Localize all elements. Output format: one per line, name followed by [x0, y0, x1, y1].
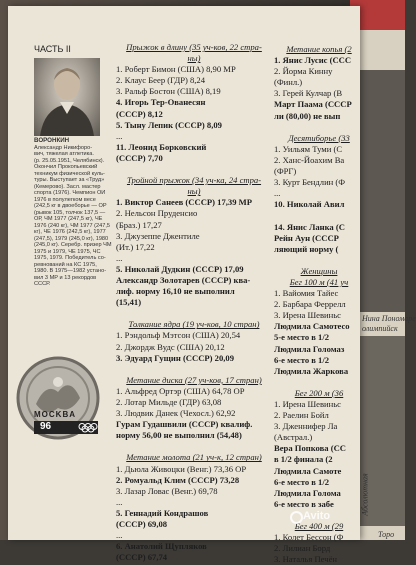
bio-name: ВОРОНКИН	[34, 137, 70, 144]
bio-line: (рывок 105, толчок 137,5 —	[34, 209, 106, 216]
series-brand: MOCKBA	[34, 410, 76, 419]
result-line: 2. Клаус Беер (ГДР) 8,24	[116, 75, 206, 86]
result-line	[116, 164, 272, 175]
bio-line: (247,5), 1979 (245,0 кг), 1980	[34, 235, 109, 242]
result-line: 2. Лотар Мильде (ГДР) 63,08	[116, 397, 222, 407]
bio-line: СССР.	[34, 281, 51, 287]
page-number: 96	[40, 421, 52, 432]
result-line: 1. Янис Лусис (ССС	[274, 55, 352, 66]
result-line: 3. Курт Бендлин (Ф	[274, 177, 346, 188]
result-line	[116, 308, 272, 319]
result-line: ...	[116, 496, 123, 507]
event-heading: Женщины	[300, 265, 338, 276]
result-line: 1. Рэндольф Мэтсон (США) 20,54	[116, 330, 241, 341]
result-line: 2. Йорма Кинну	[274, 66, 333, 77]
event-heading: Десятиборье (33	[288, 132, 350, 143]
event-heading: Бег 100 м (41 уч	[289, 276, 349, 287]
result-line: Людмила Жаркова	[274, 365, 349, 376]
result-line	[116, 441, 272, 452]
result-line: 5. Тыну Лепик (СССР) 8,09	[116, 119, 222, 130]
result-line: 3. Дженнифер Ла	[274, 421, 338, 432]
result-line: ли (80,00) не вып	[274, 110, 341, 121]
result-line	[274, 210, 364, 221]
result-line: 2. Джордж Вудс (США) 20,12	[116, 341, 225, 352]
bio-line: 1976 (240 кг), ЧМ 1977 (247,5	[34, 222, 111, 229]
result-line: Рейн Аун (СССР	[274, 232, 339, 243]
event-heading: ны)	[187, 186, 201, 197]
section-label: ЧАСТЬ II	[34, 44, 71, 54]
bio-line: 1975 и 1979, ЧЕ 1975, ЧС	[34, 248, 101, 255]
result-line: в 1/2 финала (2	[274, 454, 333, 465]
event-heading: Бег 200 м (36	[294, 387, 344, 398]
bio-line: вич, тяжелая атлетика.	[34, 151, 94, 157]
result-line	[116, 364, 272, 375]
result-line: Людмила Голомаз	[274, 343, 345, 354]
result-line: Вера Попкова (СС	[274, 443, 346, 454]
portrait-figure	[34, 58, 100, 136]
watermark: Avito	[303, 510, 331, 522]
bio-line: вил 3 МР и 13 рекордов	[34, 274, 97, 281]
bio-line: 1980. В 1975—1982 устано-	[34, 268, 107, 274]
result-line: Людмила Самотесо	[274, 321, 350, 332]
result-line: (СССР) 67,74	[116, 552, 168, 563]
facing-caption-4: Торо	[378, 530, 395, 539]
bio-line: (242,5 кг в двоеборье — ОР	[34, 203, 107, 209]
result-line	[274, 122, 364, 133]
result-line: 10. Николай Авил	[274, 199, 345, 210]
result-line: 2. Нельсон Пруденсио	[116, 208, 198, 219]
results-column-2	[274, 44, 364, 565]
result-line: (СССР) 7,70	[116, 152, 163, 163]
result-line: 14. Янис Ланка (С	[274, 221, 345, 232]
result-line: 1. Уильям Туми (С	[274, 143, 343, 154]
event-heading: Прыжок в длину (35 уч-ков, 22 стра-	[126, 42, 262, 52]
result-line: 2. Барбара Феррелл	[274, 299, 346, 310]
result-line: 6-е место в 1/2	[274, 354, 330, 365]
bio-line: 1975, 1979. Победитель со-	[34, 255, 106, 261]
result-line: 2. Лилиан Борд	[274, 543, 331, 554]
result-line: 1. Виктор Санеев (СССР) 17,39 МР	[116, 197, 253, 208]
result-line: 6-е место в забе	[274, 498, 334, 509]
result-line: 3. Людвик Данек (Чехосл.) 62,92	[116, 408, 236, 419]
result-line: 2. Ханс-Йоахим Ва	[274, 154, 345, 165]
result-line: 1. Вайомия Тайес	[274, 288, 339, 299]
result-line: Людмила Самоте	[274, 465, 342, 476]
event-heading: Толкание ядра (19 уч-ков, 10 стран)	[128, 319, 260, 330]
result-line: Людмила Голома	[274, 487, 341, 498]
bio-line: техникум физической куль-	[34, 170, 105, 177]
result-line: 3. Лазар Ловас (Венг.) 69,78	[116, 485, 218, 496]
result-line: норму 56,00 не выполнил (54,48)	[116, 430, 242, 441]
result-line: 3. Эдуард Гущин (СССР) 20,09	[116, 352, 235, 363]
event-heading: Метание диска (27 уч-ков, 17 стран)	[126, 374, 262, 385]
result-line: (Ит.) 17,22	[116, 241, 155, 252]
result-line: Гурам Гудашвили (СССР) квалиф.	[116, 419, 253, 430]
result-line: лиф. норму 16,10 не выполнил	[116, 286, 235, 297]
result-line: 1. Роберт Бимон (США) 8,90 МР	[116, 64, 236, 75]
event-heading: Тройной прыжок (34 уч-ка, 24 стра-	[126, 175, 262, 186]
result-line: 6-е место в 1/2	[274, 476, 330, 487]
result-line: ...	[116, 252, 123, 263]
result-line: 1. Ирена Шевиньс	[274, 399, 341, 409]
result-line: 11. Леонид Борковский	[116, 141, 207, 152]
result-line: 3. Джузеппе Джентиле	[116, 230, 200, 241]
result-line: (СССР) 8,12	[116, 108, 163, 119]
result-line: ...	[116, 130, 123, 141]
result-line: (Австрал.)	[274, 432, 313, 443]
result-line: 1. Дьюла Живоцки (Венг.) 73,36 ОР	[116, 463, 247, 474]
athlete-portrait	[34, 58, 100, 136]
result-line: 5. Геннадий Кондрашов	[116, 507, 209, 518]
result-line: ...	[274, 188, 281, 199]
bio-line: ревнований на КС 1975,	[34, 261, 97, 268]
athlete-bio	[34, 138, 116, 288]
bio-line: ОР, ЧМ 1977 (247,5 кг), ЧЕ	[34, 216, 103, 222]
facing-caption-3: Абсолютная	[360, 473, 370, 516]
bio-line: (р. 25.05.1951, Челябинск).	[34, 157, 105, 164]
bio-line: (Кемерово). Засл. мастер	[34, 183, 101, 190]
event-heading: Метание копья (2	[286, 44, 352, 54]
bio-line: Окончил Прокопьевский	[34, 164, 98, 170]
facing-photo-top	[360, 70, 405, 312]
result-line: (15,41)	[116, 297, 142, 308]
result-line: 4. Игорь Тер-Ованесян	[116, 97, 206, 108]
result-line: Александр Золотарев (СССР) ква-	[116, 274, 251, 285]
facing-caption-2: олимпийск	[362, 324, 398, 333]
result-line	[274, 255, 364, 266]
bio-line: 1976 в полулегком весе	[34, 196, 96, 203]
results-column-1	[116, 42, 272, 563]
result-line: (Браз.) 17,27	[116, 219, 162, 230]
result-line: 2. Ромуальд Клим (СССР) 73,28	[116, 474, 240, 485]
result-line	[274, 377, 364, 388]
result-line: 5. Николай Дудкин (СССР) 17,09	[116, 263, 244, 274]
facing-caption-1: Нина Пономаре	[362, 314, 416, 323]
result-line: 2. Раелин Бойл	[274, 410, 329, 421]
result-line: Март Паама (СССР	[274, 99, 352, 110]
result-line: (ФРГ)	[274, 166, 297, 177]
watermark-icon	[290, 511, 303, 524]
result-line: (Финл.)	[274, 77, 303, 88]
event-heading: Метание молота (21 уч-к, 12 стран)	[126, 452, 262, 463]
bio-line: кг), ЧЕ 1976 (242,5 кг), 1977	[34, 229, 106, 235]
bio-line: Александр Никифоро-	[34, 144, 93, 151]
bio-line: спорта (1976). Чемпион ОИ	[34, 190, 106, 196]
event-heading: Бег 400 м (29	[294, 521, 344, 532]
result-line: ...	[116, 530, 123, 541]
result-line: 3. Наталья Печён	[274, 554, 337, 565]
event-heading: ны)	[187, 53, 201, 64]
result-line: 5-е место в 1/2	[274, 332, 330, 343]
result-line: 3. Ральф Бостон (США) 8,19	[116, 86, 221, 97]
facing-page	[358, 30, 416, 540]
result-line: 1. Колет Бессон (Ф	[274, 532, 344, 543]
result-line: 6. Анатолий Щупляков	[116, 541, 207, 552]
result-line: (СССР) 69,08	[116, 519, 168, 530]
result-line: ляющий норму (	[274, 243, 339, 254]
result-line: 1. Альфред Ортэр (США) 64,78 ОР	[116, 385, 245, 396]
bio-line: (245,0 кг). Серебр. призер ЧМ	[34, 242, 112, 248]
olympic-rings-icon	[78, 423, 98, 432]
result-line: 3. Герей Кулчар (В	[274, 88, 343, 99]
result-line: 3. Ирена Шевиньс	[274, 310, 341, 321]
bio-line: туры. Выступает за «Труд»	[34, 177, 105, 183]
